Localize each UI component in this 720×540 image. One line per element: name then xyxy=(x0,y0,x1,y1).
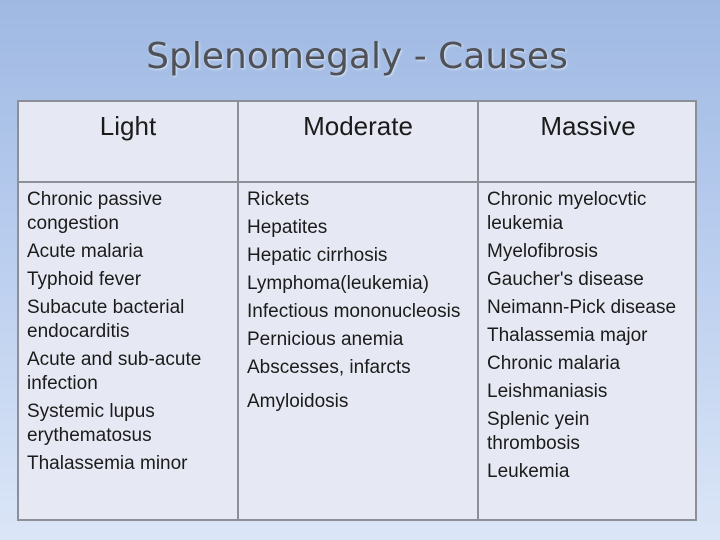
massive-column xyxy=(487,188,695,488)
list-item: Chronic malaria xyxy=(487,353,621,374)
list-item: Leukemia xyxy=(487,461,570,482)
list-item: Lymphoma(leukemia) xyxy=(247,273,429,294)
list-item: Abscesses, infarcts xyxy=(247,357,411,378)
list-item: Systemic lupus erythematosus xyxy=(27,401,155,446)
list-item: Hepatic cirrhosis xyxy=(247,245,388,266)
list-item: Acute and sub-acute infection xyxy=(27,349,202,394)
list-item: Acute malaria xyxy=(27,241,144,262)
list-item: Chronic passive congestion xyxy=(27,189,163,234)
list-item: Neimann-Pick disease xyxy=(487,297,677,318)
list-item: Pernicious anemia xyxy=(247,329,404,350)
header-moderate: Moderate xyxy=(303,111,413,141)
list-item: Infectious mononucleosis xyxy=(247,301,461,322)
moderate-column xyxy=(247,188,477,418)
header-light: Light xyxy=(99,111,157,141)
column-divider xyxy=(477,102,479,519)
header-massive: Massive xyxy=(540,111,636,141)
list-item: Typhoid fever xyxy=(27,269,142,290)
list-item: Thalassemia minor xyxy=(27,453,188,474)
list-item: Subacute bacterial endocarditis xyxy=(27,297,185,342)
list-item: Chronic myelocvtic leukemia xyxy=(487,189,647,234)
page-title: Splenomegaly - Causes xyxy=(146,36,568,77)
column-divider xyxy=(237,102,239,519)
list-item: Hepatites xyxy=(247,217,328,238)
list-item: Amyloidosis xyxy=(247,391,349,412)
list-item: Leishmaniasis xyxy=(487,381,608,402)
list-item: Splenic yein thrombosis xyxy=(487,409,590,454)
header-divider xyxy=(19,181,695,183)
light-column xyxy=(27,188,233,480)
list-item: Thalassemia major xyxy=(487,325,648,346)
causes-table xyxy=(17,100,697,521)
list-item: Myelofibrosis xyxy=(487,241,598,262)
list-item: Rickets xyxy=(247,189,310,210)
list-item: Gaucher's disease xyxy=(487,269,644,290)
